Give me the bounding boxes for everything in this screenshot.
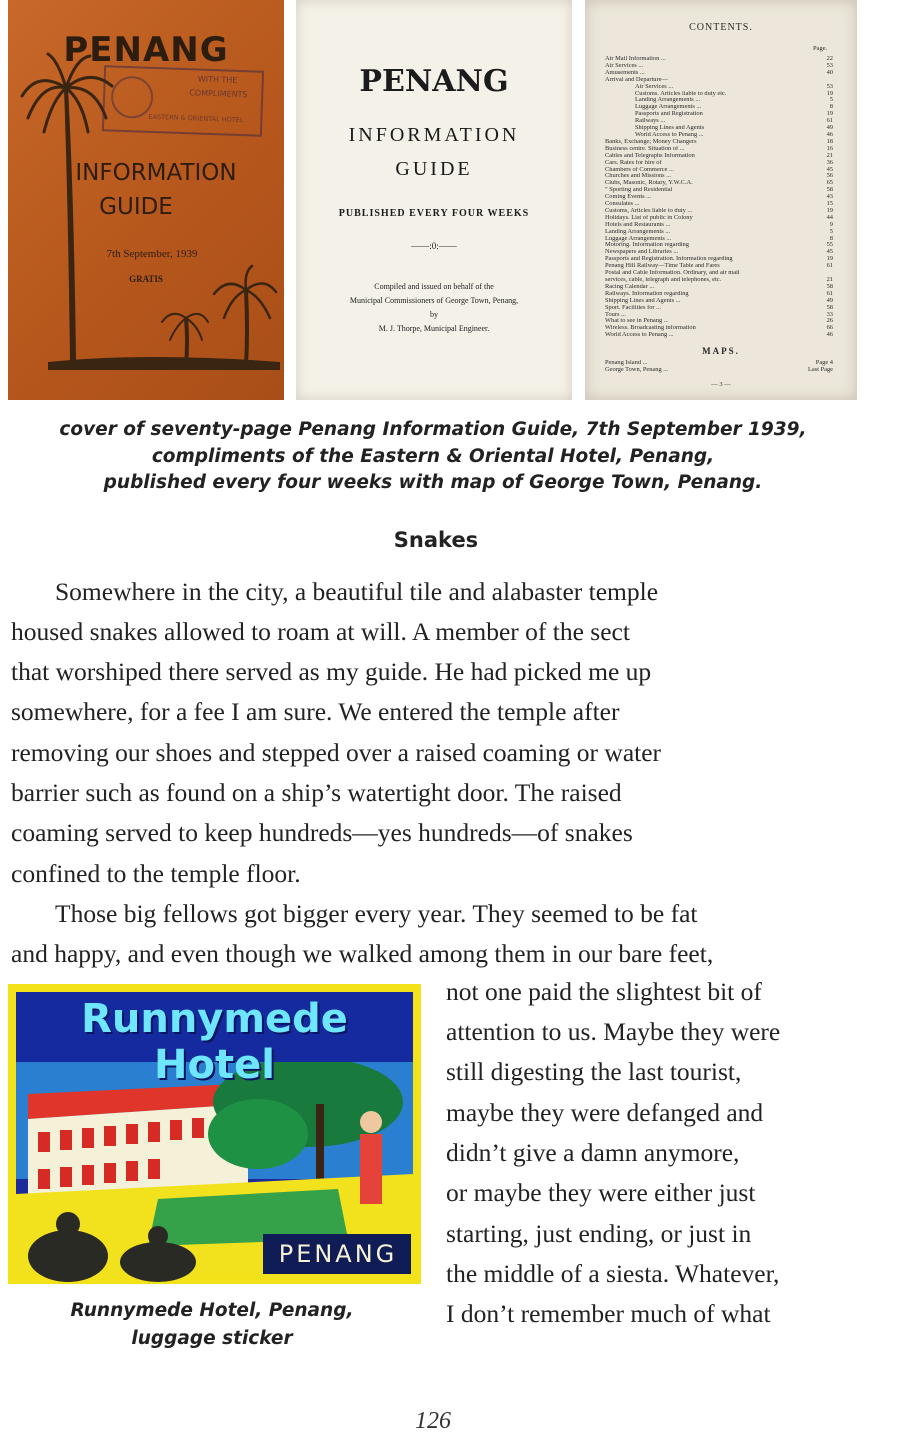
contents-row-label: Penang Hill Railway—Time Table and Fares	[605, 263, 720, 270]
contents-row-label: Banks, Exchange; Money Changers	[605, 138, 697, 145]
contents-row	[605, 125, 833, 132]
contents-row	[605, 291, 833, 298]
contents-row-page: 19	[826, 89, 833, 97]
contents-row	[605, 139, 833, 146]
body-line: didn’t give a damn anymore,	[446, 1138, 740, 1167]
title-page-divider: ——:0:——	[411, 241, 457, 251]
contents-row-page: 26	[826, 317, 833, 325]
contents-row	[605, 167, 833, 174]
body-line: or maybe they were either just	[446, 1178, 756, 1207]
contents-row	[605, 187, 833, 194]
body-line: the middle of a siesta. Whatever,	[446, 1259, 780, 1288]
contents-row-page: 58	[826, 282, 833, 290]
contents-row-label: Tours ...	[605, 311, 626, 318]
contents-row-label: Air Mail Information ...	[605, 56, 666, 62]
cover-subtitle-2: GUIDE	[99, 194, 173, 220]
contents-row	[605, 298, 833, 305]
body-line: still digesting the last tourist,	[446, 1057, 742, 1086]
contents-map-page: Last Page	[807, 365, 833, 373]
contents-row-label: Cables and Telegraphs Information	[605, 152, 695, 159]
contents-row-page: 40	[826, 68, 833, 76]
contents-row-page: 18	[826, 137, 833, 145]
cover-subtitle-1: INFORMATION	[75, 160, 237, 186]
body-line: not one paid the slightest bit of	[446, 977, 762, 1006]
contents-row	[605, 305, 833, 312]
contents-map-label: George Town, Penang ...	[605, 366, 669, 373]
contents-row	[605, 91, 833, 98]
guide-caption-line: cover of seventy-page Penang Information Guide, 7th September 1939,	[59, 419, 807, 440]
title-page-published: PUBLISHED EVERY FOUR WEEKS	[338, 208, 530, 219]
contents-row	[605, 194, 833, 201]
contents-row-page: 61	[826, 117, 833, 125]
title-page-compiled-1: Compiled and issued on behalf of the	[374, 282, 494, 291]
contents-row-label: Clubs, Masonic, Rotary, Y.W.C.A.	[605, 180, 693, 187]
contents-row-page: 15	[826, 200, 833, 208]
contents-row-page: 46	[826, 331, 833, 339]
contents-row-label: What to see in Penang ...	[605, 318, 669, 325]
contents-maps-list	[605, 360, 833, 374]
body-line: Somewhere in the city, a beautiful tile and alabaster temple	[55, 577, 659, 606]
contents-row	[605, 97, 833, 104]
contents-row	[605, 111, 833, 118]
contents-map-row	[605, 367, 833, 374]
contents-row-label: Air Services ...	[635, 83, 674, 90]
contents-row-page: 55	[826, 241, 833, 249]
title-page-line-1: INFORMATION	[348, 124, 520, 146]
body-line: removing our shoes and stepped over a raised coaming or water	[11, 738, 662, 767]
contents-map-row	[605, 360, 833, 367]
contents-row-label: Landing Arrangements ...	[605, 228, 671, 235]
body-line: and happy, and even though we walked among them in our bare feet,	[11, 939, 714, 968]
contents-row	[605, 56, 833, 63]
guide-cover-image	[8, 0, 284, 400]
sticker-city: PENANG	[278, 1240, 398, 1268]
contents-list	[605, 56, 833, 339]
contents-row	[605, 325, 833, 332]
title-page-compiled-2: Municipal Commissioners of George Town, Penang,	[349, 296, 519, 305]
contents-row-page: 61	[826, 289, 833, 297]
sticker-caption	[0, 1297, 424, 1353]
contents-row	[605, 160, 833, 167]
contents-row-label: Customs. Articles liable to duty etc.	[635, 90, 727, 97]
contents-row-page: 19	[826, 255, 833, 263]
body-line: Those big fellows got bigger every year. They seemed to be fat	[55, 899, 698, 928]
contents-row-page: 5	[829, 227, 833, 235]
stamp-text-3: EASTERN & ORIENTAL HOTEL	[148, 112, 244, 125]
body-line: housed snakes allowed to roam at will. A member of the sect	[11, 617, 630, 646]
contents-row-label: Landing Arrangements ...	[635, 97, 701, 104]
contents-row	[605, 229, 833, 236]
contents-row-label: Luggage Arrangements ...	[605, 235, 672, 242]
body-line: barrier such as found on a ship’s watertight door. The raised	[11, 778, 622, 807]
contents-row	[605, 77, 833, 84]
body-line: maybe they were defanged and	[446, 1098, 764, 1127]
contents-row	[605, 236, 833, 243]
contents-row-page: 16	[826, 144, 833, 152]
contents-row-page: 58	[826, 303, 833, 311]
contents-row	[605, 312, 833, 319]
contents-row	[605, 104, 833, 111]
contents-row-label: World Access to Penang ...	[635, 131, 704, 138]
contents-row-label: Arrival and Departure—	[605, 76, 668, 83]
stamp-seal-icon	[110, 76, 153, 119]
contents-row-label: Passports and Registration	[635, 111, 703, 118]
contents-row-label: Business centre. Situation of ...	[605, 145, 685, 152]
contents-row-page: 46	[826, 130, 833, 138]
contents-row-label: Wireless. Broadcasting information	[605, 325, 696, 332]
contents-row	[605, 318, 833, 325]
contents-row	[605, 201, 833, 208]
contents-map-label: Penang Island ...	[605, 360, 648, 366]
contents-row	[605, 215, 833, 222]
contents-row-label: " Sporting and Residential	[605, 187, 673, 194]
contents-row-page: 36	[826, 158, 833, 166]
contents-row	[605, 70, 833, 77]
page-number: 126	[415, 1408, 451, 1434]
contents-row-label: Customs, Articles liable to duty ...	[605, 207, 693, 214]
contents-row-label: Consulates ...	[605, 201, 640, 208]
title-page-by: by	[430, 310, 438, 319]
hotel-stamp	[102, 65, 264, 137]
body-line: somewhere, for a fee I am sure. We entered the temple after	[11, 697, 620, 726]
contents-row-page: 21	[826, 151, 833, 159]
contents-row-label: Shipping Lines and Agents	[635, 125, 705, 132]
contents-row-page: 44	[826, 213, 833, 221]
contents-row-page: 8	[829, 103, 833, 111]
contents-row-label: Chambers of Commerce ...	[605, 166, 674, 173]
body-line: coaming served to keep hundreds—yes hundreds—of snakes	[11, 818, 633, 847]
contents-row-label: services, cable, telegraph and telephones, etc.	[605, 277, 722, 283]
contents-heading: CONTENTS.	[689, 22, 753, 33]
contents-row-page: 45	[826, 248, 833, 256]
stamp-text-1: WITH THE	[197, 74, 238, 85]
contents-row-label: Holidays. List of public in Colony	[605, 214, 693, 221]
contents-row-page: 53	[826, 82, 833, 90]
contents-row-page: 5	[829, 96, 833, 104]
contents-row-label: Hotels and Restaurants ...	[605, 221, 671, 228]
guide-caption-line: published every four weeks with map of George Town, Penang.	[103, 472, 763, 493]
contents-row-page: 56	[826, 172, 833, 180]
contents-row-page: 19	[826, 110, 833, 118]
contents-row-label: Newspapers and Libraries ...	[605, 249, 679, 256]
contents-row-label: Shipping Lines and Agents ...	[605, 297, 681, 304]
title-page-title: PENANG	[359, 64, 509, 99]
contents-row-label: Passports and Registration. Information regarding	[605, 256, 733, 263]
cover-price: GRATIS	[129, 274, 163, 284]
contents-row-label: Motoring. Information regarding	[605, 242, 689, 249]
body-line: attention to us. Maybe they were	[446, 1017, 781, 1046]
contents-row-label: Postal and Cable Information. Ordinary, and air mail	[605, 270, 740, 277]
body-line: that worshiped there served as my guide. He had picked me up	[11, 657, 652, 686]
section-heading: Snakes	[393, 528, 479, 552]
contents-row-page: 9	[829, 220, 833, 228]
contents-row-page: 21	[826, 276, 833, 283]
runnymede-sticker-image	[8, 984, 421, 1284]
contents-row-page: 19	[826, 206, 833, 214]
contents-row-page: 45	[826, 165, 833, 173]
contents-row-page: 66	[826, 324, 833, 332]
contents-row	[605, 118, 833, 125]
contents-row	[605, 332, 833, 339]
contents-maps-heading: MAPS.	[702, 346, 740, 356]
sticker-hotel-name: Runnymede Hotel	[81, 996, 348, 1088]
contents-row	[605, 270, 833, 277]
contents-row-page: 22	[826, 55, 833, 62]
contents-row	[605, 146, 833, 153]
body-line: confined to the temple floor.	[11, 859, 301, 888]
guide-title-page-image	[296, 0, 572, 400]
guide-caption	[0, 417, 866, 497]
guide-contents-page-image	[585, 0, 857, 400]
contents-row-label: Railways ...	[635, 118, 666, 125]
guide-caption-line: compliments of the Eastern & Oriental Hotel, Penang,	[151, 445, 715, 467]
contents-row	[605, 277, 833, 284]
contents-row-label: Amusements ...	[605, 69, 645, 76]
contents-row	[605, 249, 833, 256]
contents-row	[605, 256, 833, 263]
contents-page-label: Page.	[813, 45, 828, 52]
contents-row-page: 33	[826, 310, 833, 318]
contents-row	[605, 284, 833, 291]
contents-row-page: 53	[826, 61, 833, 69]
contents-row-label: Churches and Missions ...	[605, 173, 672, 180]
contents-map-page: Page 4	[815, 359, 833, 366]
title-page-line-2: GUIDE	[395, 158, 473, 180]
contents-row	[605, 208, 833, 215]
body-line: I don’t remember much of what	[446, 1299, 771, 1328]
sticker-caption-line: luggage sticker	[131, 1328, 293, 1349]
contents-row	[605, 222, 833, 229]
contents-row	[605, 263, 833, 270]
contents-row	[605, 84, 833, 91]
contents-row-page: 65	[826, 179, 833, 187]
contents-row	[605, 180, 833, 187]
sticker-caption-line: Runnymede Hotel, Penang,	[70, 1300, 354, 1321]
contents-row	[605, 173, 833, 180]
title-page-author: M. J. Thorpe, Municipal Engineer.	[378, 324, 490, 333]
contents-row-label: Air Services ...	[605, 62, 644, 69]
cover-title: PENANG	[63, 30, 229, 70]
contents-row-page: 58	[826, 186, 833, 194]
contents-row-label: World Access to Penang ...	[605, 332, 674, 339]
contents-row-label: Railways. Information regarding	[605, 290, 689, 297]
contents-row-page: 8	[829, 234, 833, 242]
contents-row-label: Cars. Rates for hire of	[605, 159, 662, 166]
contents-row-label: Coming Events ...	[605, 194, 651, 201]
contents-row-page: 61	[826, 262, 833, 270]
contents-row-label: Sport. Facilities for ...	[605, 304, 661, 311]
contents-folio: — 3 —	[711, 381, 731, 388]
contents-row-page: 43	[826, 193, 833, 201]
contents-row-label: Luggage Arrangements ...	[635, 104, 702, 111]
contents-row	[605, 63, 833, 70]
body-line: starting, just ending, or just in	[446, 1219, 752, 1248]
contents-row-label: Racing Calendar ...	[605, 283, 655, 290]
contents-row	[605, 132, 833, 139]
contents-row	[605, 153, 833, 160]
cover-date: 7th September, 1939	[106, 248, 198, 260]
contents-row-page: 49	[826, 296, 833, 304]
contents-row	[605, 242, 833, 249]
contents-row-page: 49	[826, 124, 833, 132]
stamp-text-2: COMPLIMENTS	[189, 88, 248, 100]
